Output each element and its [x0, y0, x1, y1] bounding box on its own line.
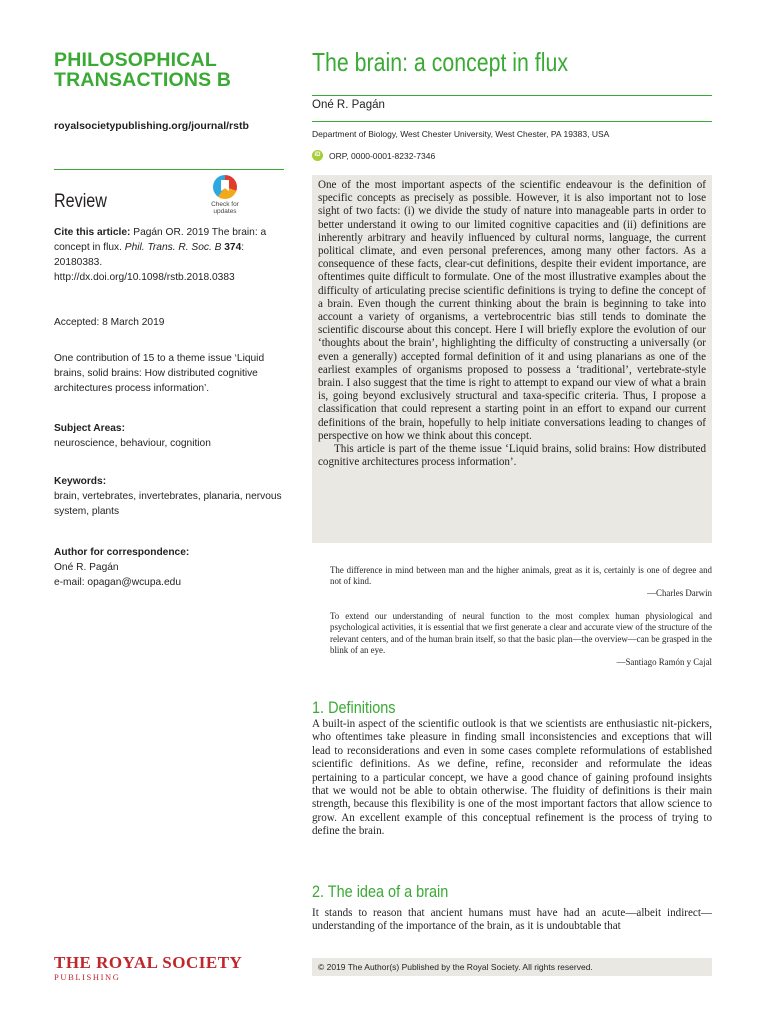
epigraph-attribution: —Charles Darwin	[647, 587, 712, 598]
correspondence-name: Oné R. Pagán	[54, 562, 119, 573]
article-type-label: Review	[54, 191, 107, 212]
correspondence-email-link[interactable]: e-mail: opagan@wcupa.edu	[54, 577, 182, 588]
author-divider	[312, 121, 712, 122]
correspondence-block	[54, 545, 284, 590]
citation-label: Cite this article:	[54, 227, 131, 238]
section-paragraph: A built-in aspect of the scientific outlook is that we scientists are enthusiastic nit-pickers, who oftentimes take pleasure in finding small inconsistencies and exceptions that will lead to reconsiderations and even in some cases complete reformulations of established scientific definitions. As we define, refine, reconsider and reformulate the ideas pertaining to a particular concept, we have a good chance of gaining profound insights that we would not be able to obtain otherwise. The fluidity of definitions is their main strength, because this flexibility is one of the most important factors that allow science to grow. An excellent example of this conceptual refinement is the process of trying to define the brain.	[312, 718, 712, 838]
subject-areas-label: Subject Areas:	[54, 423, 125, 434]
section-body	[312, 907, 712, 934]
orcid-icon: iD	[312, 150, 323, 161]
author-name: Oné R. Pagán	[312, 99, 385, 111]
royal-society-logo: THE ROYAL SOCIETY	[54, 953, 243, 972]
journal-title-line1: PHILOSOPHICAL	[54, 49, 217, 71]
epigraph-quote	[330, 565, 712, 599]
keywords-label: Keywords:	[54, 476, 107, 487]
epigraph-text: To extend our understanding of neural function to the most complex human physiological and psychological activities, it is essential that we first generate a clear and accurate view of the structure of the relevant centers, and of the human brain itself, so that the basic plan—the overview—can be grasped in the blink of an eye.	[330, 611, 712, 656]
correspondence-label: Author for correspondence:	[54, 547, 190, 558]
orcid-id: ORP, 0000-0001-8232-7346	[329, 150, 436, 161]
subject-areas-value: neuroscience, behaviour, cognition	[54, 438, 211, 449]
article-title: The brain: a concept in flux	[312, 47, 568, 77]
section-heading: 2. The idea of a brain	[312, 882, 449, 901]
journal-title	[54, 50, 284, 90]
abstract-box	[312, 175, 712, 543]
left-divider	[54, 169, 284, 170]
epigraph-quote	[330, 611, 712, 668]
check-updates-line1: Check for	[211, 201, 239, 208]
keywords-value: brain, vertebrates, invertebrates, planaria, nervous system, plants	[54, 491, 282, 517]
check-updates-line2: updates	[213, 208, 237, 215]
epigraph-text: The difference in mind between man and the higher animals, great as it is, certainly is one of degree and not of kind.	[330, 565, 712, 587]
citation-text: Pagán OR. 2019 The brain: a concept in flux.	[54, 227, 267, 253]
journal-title-line2: TRANSACTIONS B	[54, 69, 232, 91]
citation-doi-link[interactable]: http://dx.doi.org/10.1098/rstb.2018.0383	[54, 272, 235, 283]
section-body	[312, 718, 712, 839]
section-heading: 1. Definitions	[312, 698, 396, 717]
subject-areas	[54, 421, 284, 451]
journal-url-link[interactable]: royalsocietypublishing.org/journal/rstb	[54, 120, 249, 132]
author-affiliation: Department of Biology, West Chester University, West Chester, PA 19383, USA	[312, 129, 610, 139]
keywords	[54, 474, 284, 519]
check-for-updates-button[interactable]	[206, 175, 244, 215]
citation-journal: Phil. Trans. R. Soc. B	[124, 242, 222, 253]
abstract-paragraph-2: This article is part of the theme issue ‘Liquid brains, solid brains: How distributed cognitive architectures process information’.	[318, 443, 706, 469]
theme-issue-note: One contribution of 15 to a theme issue ‘Liquid brains, solid brains: How distributed cognitive architectures process information’.	[54, 353, 265, 394]
citation-page: : 20180383.	[54, 242, 245, 268]
citation-block	[54, 225, 284, 285]
section-paragraph: It stands to reason that ancient humans must have had an acute—albeit indirect—understanding of the importance of the brain, as it is undoubtable that	[312, 907, 712, 933]
royal-society-logo-subtitle: PUBLISHING	[54, 972, 121, 982]
epigraph-attribution: —Santiago Ramón y Cajal	[616, 656, 712, 667]
orcid-link[interactable]	[312, 150, 435, 161]
abstract-paragraph-1: One of the most important aspects of the scientific endeavour is the definition of specific concepts as precisely as possible. However, it is also important not to lose sight of two facts: (i) we divide the study of nature into manageable parts in order to better understand it owing to our limited cognitive capacities and (ii) definitions are inherently arbitrary and heavily influenced by cultural norms, language, the current political climate, and even personal preferences, among many other factors. As a consequence of these facts, clear-cut definitions, despite their evident importance, are oftentimes quite difficult to formulate. One of the most illustrative examples about the difficulty of articulating precise scientific definitions is trying to define the concept of a brain. Even though the current thinking about the brain is beginning to take into account a variety of organisms, a vertebrocentric bias still tends to dominate the scientific discourse about this concept. Here I will briefly explore the evolution of our ‘thoughts about the brain’, highlighting the difficulty of constructing a universally (or even a generally) accepted formal definition of it and using planarians as one of the earliest examples of organisms proposed to possess a ‘traditional’, vertebrate-style brain. I also suggest that the time is right to attempt to expand our view of what a brain is, going beyond exclusively structural and taxa-specific criteria. Thus, I propose a classification that could represent a starting point in an effort to expand our current definitions of the brain, hopefully to help initiate conversations leading to changes of perspective on how we think about this concept.	[318, 179, 706, 442]
bookmark-icon	[213, 175, 237, 199]
citation-volume: 374	[224, 242, 242, 253]
accepted-date: Accepted: 8 March 2019	[54, 317, 165, 328]
title-divider	[312, 95, 712, 96]
copyright-bar: © 2019 The Author(s) Published by the Royal Society. All rights reserved.	[312, 958, 712, 976]
